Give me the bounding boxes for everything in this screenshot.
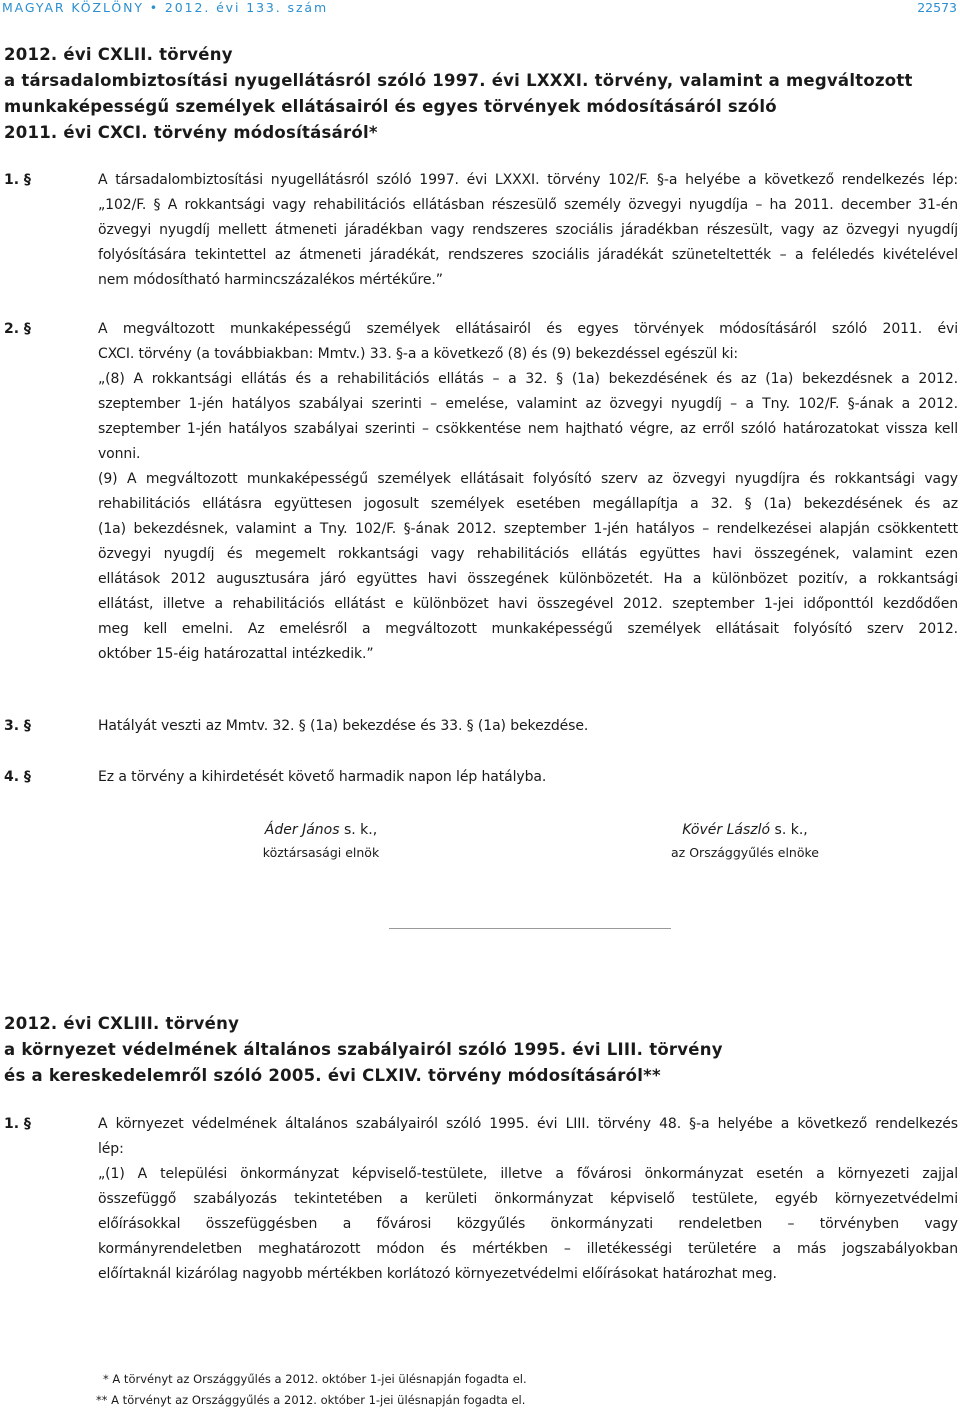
text-line: Ez a törvény a kihirdetését követő harmadik napon lép hatályba.: [98, 769, 547, 785]
footnote: [96, 1393, 525, 1407]
signature-suffix: s. k.,: [770, 822, 808, 838]
text-line: A megváltozott munkaképességű személyek ellátásairól és egyes törvények módosításáról szóló 2011. évi: [98, 321, 958, 337]
text-line: vonni.: [98, 446, 141, 462]
footnote-mark: *: [103, 1372, 109, 1386]
section-number: 3. §: [4, 718, 31, 734]
text-line: „(1) A települési önkormányzat képviselő-testülete, illetve a fővárosi önkormányzat esetén a környezeti zajjal: [98, 1166, 958, 1182]
section-text: [98, 168, 958, 293]
text-line: ellátások 2012 augusztusára járó együttes havi összegének különbözetét. Ha a különbözet pozitív, a rokkantsági: [98, 571, 958, 587]
text-line: lép:: [98, 1141, 124, 1157]
page-header: [0, 0, 960, 18]
text-line: előírásokkal összefüggésben a fővárosi közgyűlés önkormányzati rendeletben – törvényben vagy: [98, 1216, 958, 1232]
signatory-name: Kövér László: [682, 822, 771, 838]
footnote: [103, 1372, 527, 1386]
text-line: nem módosítható harmincszázalékos mértékűre.”: [98, 272, 443, 288]
signature-president: [228, 822, 414, 860]
law2-title-line: és a kereskedelemről szóló 2005. évi CLXIV. törvény módosításáról**: [4, 1066, 661, 1085]
signatory-role: az Országgyűlés elnöke: [671, 845, 819, 860]
footnote-mark: **: [96, 1393, 108, 1407]
signatory-role: köztársasági elnök: [262, 845, 380, 860]
text-line: meg kell emelni. Az emelésről a megváltozott munkaképességű személyek ellátásait folyósító szerv 2012.: [98, 621, 958, 637]
law2-title: [4, 1011, 723, 1089]
text-line: CXCI. törvény (a továbbiakban: Mmtv.) 33. §-a a következő (8) és (9) bekezdéssel egészül ki:: [98, 346, 738, 362]
section-number: 1. §: [4, 172, 31, 188]
section-number: 2. §: [4, 321, 31, 337]
law2-title-line: 2012. évi CXLIII. törvény: [4, 1014, 240, 1033]
text-line: folyósítására tekintettel az átmeneti járadékát, rendszeres szociális járadékát szüneteltették – a feléledés kivételével: [98, 247, 958, 263]
text-line: előírtaknál kizárólag nagyobb mértékben korlátozó környezetvédelmi előírásokat határozhat meg.: [98, 1266, 777, 1282]
law1-title-line: a társadalombiztosítási nyugellátásról szóló 1997. évi LXXXI. törvény, valamint a megváltozott: [4, 71, 913, 90]
section-number: 1. §: [4, 1116, 31, 1132]
page-number: 22573: [917, 0, 957, 15]
text-line: A társadalombiztosítási nyugellátásról szóló 1997. évi LXXXI. törvény 102/F. §-a helyébe a következő rendelkezés lép:: [98, 172, 958, 188]
text-line: özvegyi nyugdíj és megemelt rokkantsági vagy rehabilitációs ellátás együttes havi összegének, valamint ezen: [98, 546, 958, 562]
footnote-text: A törvényt az Országgyűlés a 2012. október 1-jei ülésnapján fogadta el.: [112, 1372, 527, 1386]
signature-suffix: s. k.,: [339, 822, 378, 838]
footnote-text: A törvényt az Országgyűlés a 2012. október 1-jei ülésnapján fogadta el.: [111, 1393, 526, 1407]
text-line: (1a) bekezdésnek, valamint a Tny. 102/F. §-ának 2012. szeptember 1-jén hatályos – rendelkezései alapján csökkentett: [98, 521, 958, 537]
text-line: szeptember 1-jén hatályos szabályai szerinti – csökkentése nem hajtható végre, az erről szóló határozatokat vissza kell: [98, 421, 958, 437]
text-line: szeptember 1-jén hatályos szabályai szerinti – emelése, valamint az özvegyi nyugdíj – a Tny. 102/F. §-ának a 2012.: [98, 396, 958, 412]
text-line: ellátást, illetve a rehabilitációs ellátást e különbözet havi összegével 2012. szeptember 1-jei időponttól kezdődően: [98, 596, 958, 612]
law1-title-line: 2011. évi CXCI. törvény módosításáról*: [4, 123, 378, 142]
text-line: összefüggő szabályozás tekintetében a kerületi önkormányzat képviselő testülete, egyéb környezetvédelmi: [98, 1191, 958, 1207]
section-text: [98, 317, 958, 667]
law1-title-line: munkaképességű személyek ellátásairól és egyes törvények módosításáról szóló: [4, 97, 777, 116]
section-text: [98, 714, 958, 739]
text-line: „(8) A rokkantsági ellátás és a rehabilitációs ellátás – a 32. § (1a) bekezdésének és az (1a) bekezdésnek a 2012.: [98, 371, 958, 387]
text-line: A környezet védelmének általános szabályairól szóló 1995. évi LIII. törvény 48. §-a helyébe a következő rendelkezés: [98, 1116, 958, 1132]
text-line: október 15-éig határozattal intézkedik.”: [98, 646, 374, 662]
section-text: [98, 1112, 958, 1287]
text-line: Hatályát veszti az Mmtv. 32. § (1a) bekezdése és 33. § (1a) bekezdése.: [98, 718, 589, 734]
separator-line: [389, 928, 671, 929]
text-line: (9) A megváltozott munkaképességű személyek ellátásait folyósító szerv az özvegyi nyugdíjra és rokkantsági vagy: [98, 471, 958, 487]
signatory-name: Áder János: [264, 822, 340, 838]
text-line: kormányrendeletben meghatározott módon és mértékben – illetékességi területére a más jogszabályokban: [98, 1241, 958, 1257]
section-text: [98, 765, 958, 790]
text-line: „102/F. § A rokkantsági vagy rehabilitációs ellátásban részesülő személy özvegyi nyugdíja – ha 2011. december 31-én: [98, 197, 958, 213]
journal-name: MAGYAR KÖZLÖNY • 2012. évi 133. szám: [2, 0, 329, 15]
text-line: rehabilitációs ellátásra együttesen jogosult személyek esetében megállapítja a 32. § (1a) bekezdésének és az: [98, 496, 958, 512]
section-number: 4. §: [4, 769, 31, 785]
signature-speaker: [640, 822, 850, 860]
law1-title: [4, 42, 913, 146]
law1-title-line: 2012. évi CXLII. törvény: [4, 45, 233, 64]
law2-title-line: a környezet védelmének általános szabályairól szóló 1995. évi LIII. törvény: [4, 1040, 723, 1059]
text-line: özvegyi nyugdíj mellett átmeneti járadékban vagy rendszeres szociális járadékban részesült, vagy az özvegyi nyugdíj: [98, 222, 958, 238]
